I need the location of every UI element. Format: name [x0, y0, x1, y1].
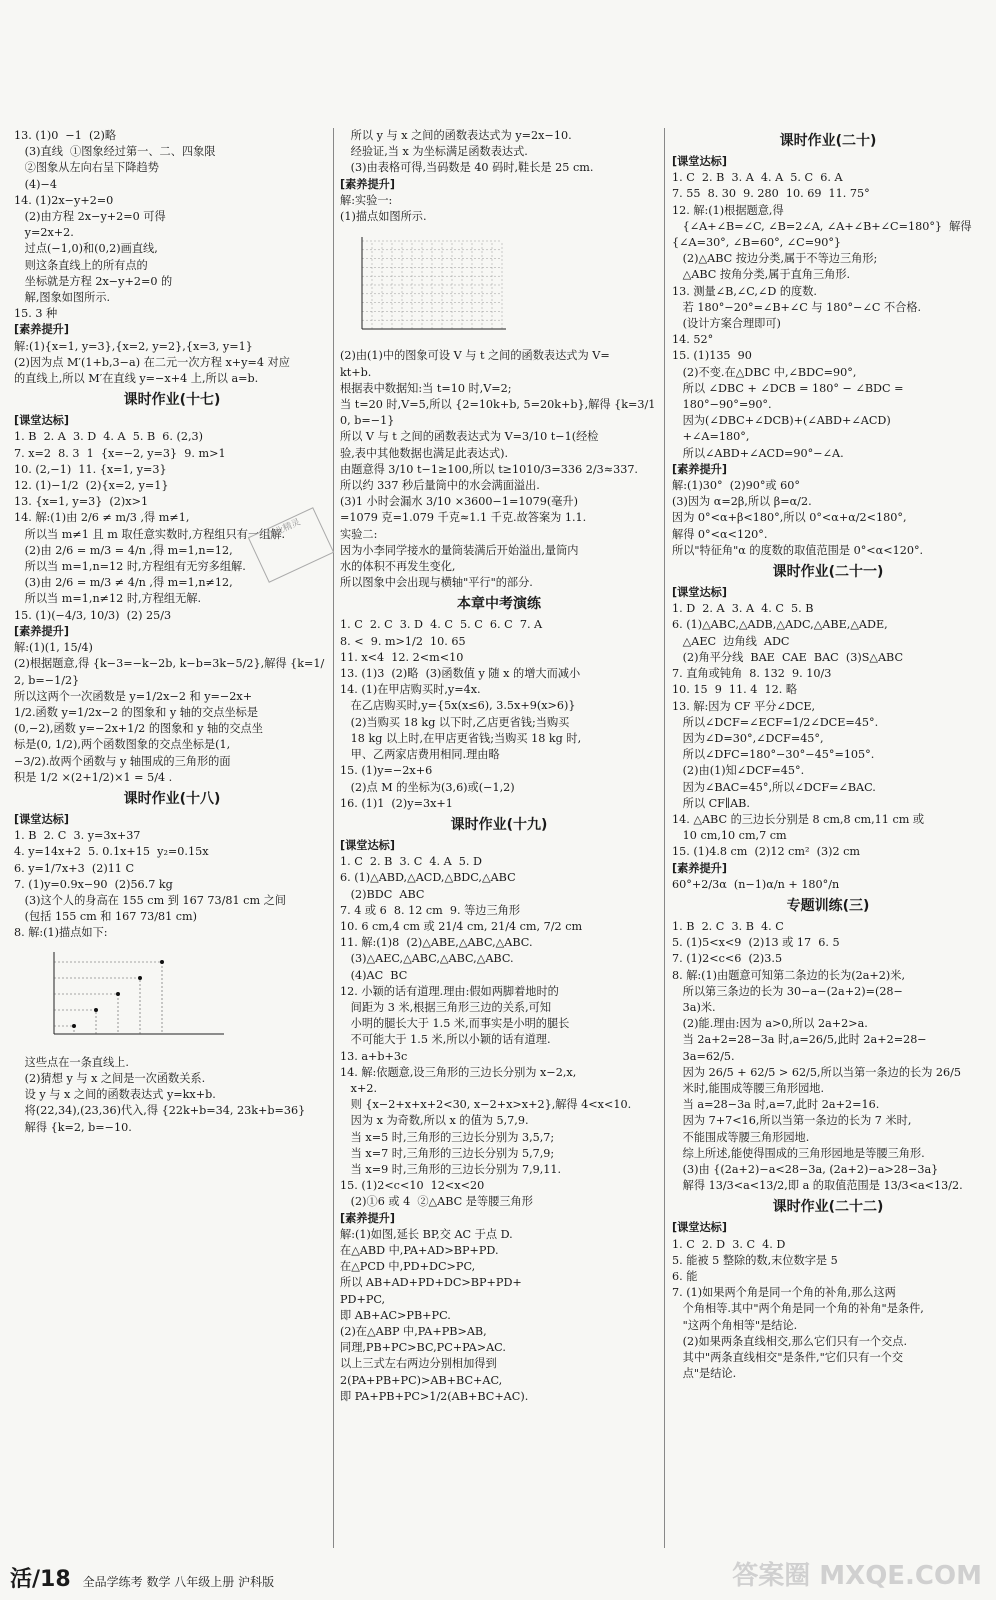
answer-line: 1. D 2. A 3. A 4. C 5. B — [672, 602, 814, 616]
answer-line: "这两个角相等"是结论. — [672, 1318, 798, 1332]
answer-line: 7. 4 或 6 8. 12 cm 9. 等边三角形 — [340, 903, 521, 917]
guide-line — [54, 962, 162, 1034]
answer-line: 13. a+b+3c — [340, 1049, 408, 1063]
answer-line: 的直线上,所以 M′在直线 y=−x+4 上,所以 a=b. — [14, 372, 259, 386]
answer-line: (3)因为 α=2β,所以 β=α/2. — [672, 495, 812, 509]
data-point — [138, 976, 142, 980]
left-column — [14, 128, 330, 1136]
volume-grid-plot — [340, 229, 510, 339]
answer-line: 甲、乙两家店费用相同.理由略 — [340, 748, 500, 762]
answer-line: 设 y 与 x 之间的函数表达式 y=kx+b. — [14, 1088, 216, 1102]
answer-line: 因为 0°<α+β<180°,所以 0°<α+α/2<180°, — [672, 511, 907, 525]
answer-line: (2)BDC ABC — [340, 887, 425, 901]
answer-line: 所以∠DFC=180°−30°−45°=105°. — [672, 748, 875, 762]
answer-line: (2)由 2/6 = m/3 = 4/n ,得 m=1,n=12, — [14, 543, 233, 557]
axis — [54, 952, 224, 1034]
answer-line: 即 PA+PB+PC>1/2(AB+BC+AC). — [340, 1389, 529, 1403]
answer-line: 米时,能围成等腰三角形园地. — [672, 1081, 825, 1095]
answer-line: 所以当 m≠1 且 m 取任意实数时,方程组只有一组解. — [14, 527, 286, 541]
answer-line: △AEC 边角线 ADC — [672, 634, 790, 648]
answer-line: 3a=62/5. — [672, 1049, 735, 1063]
answer-line: 15. (1)(−4/3, 10/3) (2) 25/3 — [14, 608, 172, 622]
answer-line: 7. (1)如果两个角是同一个角的补角,那么这两 — [672, 1286, 896, 1300]
answer-line: 所以 AB+AD+PD+DC>BP+PD+ — [340, 1276, 522, 1290]
answer-line: (3)由 {(2a+2)−a<28−3a, (2a+2)−a>28−3a} — [672, 1162, 939, 1176]
answer-line: {∠A+∠B=∠C, ∠B=2∠A, ∠A+∠B+∠C=180°} 解得 {∠A=30°, ∠B=60°, ∠C=90°} — [672, 219, 976, 250]
answer-line: (3)这个人的身高在 155 cm 到 167 73/81 cm 之间 — [14, 893, 286, 907]
answer-line: 7. 直角或钝角 8. 132 9. 10/3 — [672, 667, 832, 681]
answer-line: (2)由(1)中的图象可设 V 与 t 之间的函数表达式为 V= — [340, 349, 610, 363]
answer-line: −3/2).故两个函数与 y 轴围成的三角形的面 — [14, 754, 231, 768]
answer-line: 当 x=5 时,三角形的三边长分别为 3,5,7; — [340, 1130, 555, 1144]
answer-line: (4)AC BC — [340, 968, 408, 982]
guide-line — [54, 1026, 74, 1034]
answer-line: =1079 克=1.079 千克≈1.1 千克.故答案为 1.1. — [340, 511, 587, 525]
answer-line: 实验二: — [340, 527, 378, 541]
right-column — [672, 128, 984, 1382]
data-point — [116, 992, 120, 996]
answer-line: 所以图象中会出现与横轴"平行"的部分. — [340, 576, 533, 590]
answer-line: 同理,PB+PC>BC,PC+PA>AC. — [340, 1341, 506, 1355]
answer-line: (3)1 小时会漏水 3/10 ×3600−1=1079(毫升) — [340, 495, 578, 509]
answer-line: 验,表中其他数据也满足此表达式). — [340, 446, 509, 460]
answer-line: 当 2a+2=28−3a 时,a=26/5,此时 2a+2=28− — [672, 1033, 927, 1047]
answer-line: 不可能大于 1.5 米,所以小颖的话有道理. — [340, 1033, 551, 1047]
answer-line: 5. (1)5<x<9 (2)13 或 17 6. 5 — [672, 936, 840, 950]
answer-line: x+2. — [340, 1081, 378, 1095]
answer-line: 经验证,当 x 为坐标满足函数表达式. — [340, 145, 528, 159]
answer-line: (2)当购买 18 kg 以下时,乙店更省钱;当购买 — [340, 715, 570, 729]
answer-line: 解:(1){x=1, y=3},{x=2, y=2},{x=3, y=1} — [14, 339, 253, 353]
answer-line: 1. C 2. C 3. D 4. C 5. C 6. C 7. A — [340, 618, 543, 632]
answer-line: 13. {x=1, y=3} (2)x>1 — [14, 495, 149, 509]
answer-line: 8. 解:(1)描点如下: — [14, 926, 108, 940]
answer-line: 因为∠BAC=45°,所以∠DCF=∠BAC. — [672, 780, 876, 794]
answer-line: 6. y=1/7x+3 (2)11 C — [14, 861, 135, 875]
answer-line: 过点(−1,0)和(0,2)画直线, — [14, 242, 158, 256]
answer-line: 1. C 2. B 3. A 4. A 5. C 6. A — [672, 171, 843, 185]
answer-line: (3)由 2/6 = m/3 ≠ 4/n ,得 m=1,n≠12, — [14, 576, 233, 590]
answer-line: 所以当 m=1,n≠12 时,方程组无解. — [14, 592, 202, 606]
subsection-label: [素养提升] — [14, 323, 69, 337]
answer-line: 个角相等.其中"两个角是同一个角的补角"是条件, — [672, 1302, 924, 1316]
subsection-label: [课堂达标] — [14, 414, 69, 428]
section-heading: 课时作业(二十) — [779, 133, 877, 149]
figure — [340, 229, 658, 344]
answer-line: 所以约 337 秒后量筒中的水会满面溢出. — [340, 479, 540, 493]
answer-line: (3)由表格可得,当码数是 40 码时,鞋长是 25 cm. — [340, 161, 594, 175]
answer-line: 13. (1)3 (2)略 (3)函数值 y 随 x 的增大而减小 — [340, 667, 581, 681]
watermark: 答案圈 MXQE.COM — [732, 1561, 982, 1591]
answer-line: 2(PA+PB+PC)>AB+BC+AC, — [340, 1373, 503, 1387]
answer-line: 小明的腿长大于 1.5 米,而事实是小明的腿长 — [340, 1017, 570, 1031]
answer-line: 13. (1)0 −1 (2)略 — [14, 129, 117, 142]
answer-line: 若 180°−20°=∠B+∠C 与 180°−∠C 不合格. — [672, 300, 922, 314]
answer-line: 11. 解:(1)8 (2)△ABE,△ABC,△ABC. — [340, 936, 533, 950]
guide-line — [54, 1010, 96, 1034]
answer-line: 标是(0, 1/2),两个函数图象的交点坐标是(1, — [14, 738, 231, 752]
answer-line: 1. C 2. D 3. C 4. D — [672, 1237, 786, 1251]
figure — [14, 946, 330, 1051]
answer-line: 15. (1)y=−2x+6 — [340, 764, 433, 778]
answer-line: (设计方案合理即可) — [672, 317, 781, 331]
answer-line: (2)△ABC 按边分类,属于不等边三角形; — [672, 252, 878, 266]
answer-line: 即 AB+AC>PB+PC. — [340, 1308, 451, 1322]
answer-line: (2)点 M 的坐标为(3,6)或(−1,2) — [340, 780, 515, 794]
page-footer — [10, 1562, 274, 1590]
answer-line: 解,图象如图所示. — [14, 291, 111, 305]
middle-column — [340, 128, 658, 1405]
answer-line: 将(22,34),(23,36)代入,得 {22k+b=34, 23k+b=36} — [14, 1104, 306, 1118]
answer-line: 所以∠ABD+∠ACD=90°−∠A. — [672, 446, 844, 460]
answer-line: 14. 52° — [672, 333, 714, 347]
subsection-label: [素养提升] — [672, 462, 727, 476]
answer-line: (3)△AEC,△ABC,△ABC,△ABC. — [340, 952, 514, 966]
book-title: 全品学练考 数学 八年级上册 沪科版 — [82, 1575, 275, 1589]
answer-line: 12. 小颖的话有道理.理由:假如两脚着地时的 — [340, 984, 559, 998]
answer-line: 这些点在一条直线上. — [14, 1055, 129, 1069]
answer-line: 因为 x 为奇数,所以 x 的值为 5,7,9. — [340, 1114, 529, 1128]
answer-line: 7. (1)2<c<6 (2)3.5 — [672, 952, 783, 966]
answer-line: PD+PC, — [340, 1292, 386, 1306]
subsection-label: [素养提升] — [14, 624, 69, 638]
guide-line — [54, 994, 118, 1034]
answer-line: (2)因为点 M′(1+b,3−a) 在二元一次方程 x+y=4 对应 — [14, 355, 290, 369]
subsection-label: [课堂达标] — [672, 155, 727, 168]
data-point — [94, 1008, 98, 1012]
answer-line: 13. 测量∠B,∠C,∠D 的度数. — [672, 284, 817, 298]
answer-line: 在△PCD 中,PD+DC>PC, — [340, 1260, 476, 1274]
column-divider — [664, 128, 665, 1548]
answer-line: 间距为 3 米,根据三角形三边的关系,可知 — [340, 1000, 552, 1014]
answer-line: 1/2.函数 y=1/2x−2 的图象和 y 轴的交点坐标是 — [14, 705, 259, 719]
answer-line: 10 cm,10 cm,7 cm — [672, 829, 787, 843]
answer-line: 14. 解:(1)由 2/6 ≠ m/3 ,得 m≠1, — [14, 511, 190, 525]
section-heading: 课时作业(十九) — [450, 816, 548, 833]
answer-line: 所以 y 与 x 之间的函数表达式为 y=2x−10. — [340, 129, 572, 142]
answer-line: 16. (1)1 (2)y=3x+1 — [340, 796, 453, 810]
answer-line: 解得 13/3<a<13/2,即 a 的取值范围是 13/3<a<13/2. — [672, 1179, 963, 1193]
answer-line: 不能围成等腰三角形园地. — [672, 1130, 810, 1144]
answer-line: 则这条直线上的所有点的 — [14, 258, 148, 272]
answer-line: 所以 CF∥AB. — [672, 796, 750, 810]
answer-line: 综上所述,能使得围成的三角形园地是等腰三角形. — [672, 1146, 925, 1160]
answer-line: 水的体积不再发生变化, — [340, 560, 456, 574]
answer-line: 15. (1)135 90 — [672, 349, 752, 363]
answer-line: (2)①6 或 4 ②△ABC 是等腰三角形 — [340, 1195, 533, 1209]
answer-line: 1. B 2. C 3. y=3x+37 — [14, 829, 141, 843]
answer-line: 14. 解:依题意,设三角形的三边长分别为 x−2,x, — [340, 1065, 577, 1079]
answer-line: 8. 解:(1)由题意可知第二条边的长为(2a+2)米, — [672, 968, 906, 982]
answer-line: 7. (1)y=0.9x−90 (2)56.7 kg — [14, 877, 173, 891]
section-heading: 课时作业(二十二) — [772, 1199, 884, 1216]
answer-line: 解:(1)如图,延长 BP,交 AC 于点 D. — [340, 1227, 513, 1241]
guide-line — [54, 978, 140, 1034]
answer-line: 因为(∠DBC+∠DCB)+(∠ABD+∠ACD) — [672, 414, 891, 428]
answer-line: 当 x=7 时,三角形的三边长分别为 5,7,9; — [340, 1146, 555, 1160]
answer-line: 10. 6 cm,4 cm 或 21/4 cm, 21/4 cm, 7/2 cm — [340, 919, 583, 933]
section-heading: 专题训练(三) — [786, 897, 870, 914]
subsection-label: [素养提升] — [672, 861, 727, 875]
answer-line: 解得 {k=2, b=−10. — [14, 1120, 132, 1134]
answer-line: 以上三式左右两边分别相加得到 — [340, 1357, 497, 1371]
answer-line: 6. 能 — [672, 1270, 698, 1283]
answer-line: 所以当 m=1,n=12 时,方程组有无穷多组解. — [14, 560, 246, 574]
answer-line: 15. (1)2<c<10 12<x<20 — [340, 1179, 485, 1193]
answer-line: 13. 解:因为 CF 平分∠DCE, — [672, 699, 816, 713]
answer-line: 10. 15 9 11. 4 12. 略 — [672, 683, 798, 697]
data-point — [160, 960, 164, 964]
answer-line: (0,−2),函数 y=−2x+1/2 的图象和 y 轴的交点坐 — [14, 722, 263, 736]
answer-line: 180°−90°=90°. — [672, 398, 772, 412]
answer-line: 1. C 2. B 3. C 4. A 5. D — [340, 855, 482, 869]
answer-line: 因为小李同学接水的量筒装满后开始溢出,量筒内 — [340, 543, 579, 557]
column-divider — [333, 128, 334, 1548]
answer-line: 因为 7+7<16,所以当第一条边的长为 7 米时, — [672, 1114, 912, 1128]
answer-line: 4. y=14x+2 5. 0.1x+15 y₂=0.15x — [14, 845, 209, 859]
answer-line: 当 a=28−3a 时,a=7,此时 2a+2=16. — [672, 1098, 880, 1112]
answer-line: 12. 解:(1)根据题意,得 — [672, 203, 784, 217]
answer-line: (2)如果两条直线相交,那么它们只有一个交点. — [672, 1334, 908, 1348]
answer-line: 在乙店购买时,y={5x(x≤6), 3.5x+9(x>6)} — [340, 699, 576, 713]
answer-line: 由题意得 3/10 t−1≥100,所以 t≥1010/3=336 2/3≈337. — [340, 462, 638, 476]
answer-line: 当 t=20 时,V=5,所以 {2=10k+b, 5=20k+b},解得 {k=3/10, b=−1} — [340, 398, 656, 428]
answer-line: △ABC 按角分类,属于直角三角形. — [672, 268, 851, 282]
answer-line: 积是 1/2 ×(2+1/2)×1 = 5/4 . — [14, 770, 173, 784]
answer-line: 10. (2,−1) 11. {x=1, y=3} — [14, 462, 167, 476]
answer-line: 解:实验一: — [340, 193, 393, 207]
subsection-label: [课堂达标] — [340, 838, 395, 852]
answer-line: 12. (1)−1/2 (2){x=2, y=1} — [14, 479, 169, 493]
subsection-label: [课堂达标] — [672, 1221, 727, 1235]
answer-line: 15. 3 种 — [14, 307, 58, 321]
answer-line: 5. 能被 5 整除的数,末位数字是 5 — [672, 1253, 838, 1267]
answer-line: 所以∠DCF=∠ECF=1/2∠DCE=45°. — [672, 715, 879, 729]
axis — [362, 237, 506, 329]
answer-line: 当 x=9 时,三角形的三边长分别为 7,9,11. — [340, 1162, 562, 1176]
answer-line: (2)由方程 2x−y+2=0 可得 — [14, 210, 166, 224]
answer-line: 根据表中数据知:当 t=10 时,V=2; — [340, 381, 512, 395]
answer-line: 所以 ∠DBC + ∠DCB = 180° − ∠BDC = — [672, 381, 904, 395]
answer-line: 则 {x−2+x+x+2<30, x−2+x>x+2},解得 4<x<10. — [340, 1098, 632, 1112]
answer-line: 1. B 2. A 3. D 4. A 5. B 6. (2,3) — [14, 430, 204, 444]
answer-line: 18 kg 以上时,在甲店更省钱;当购买 18 kg 时, — [340, 731, 582, 745]
answer-line: y=2x+2. — [14, 226, 74, 240]
answer-line: 坐标就是方程 2x−y+2=0 的 — [14, 274, 173, 288]
answer-line: 8. < 9. m>1/2 10. 65 — [340, 634, 466, 648]
answer-line: (2)角平分线 BAE CAE BAC (3)S△ABC — [672, 650, 904, 664]
answer-line: (4)−4 — [14, 177, 58, 191]
subsection-label: [课堂达标] — [14, 812, 69, 826]
subsection-label: [素养提升] — [340, 1211, 395, 1225]
answer-line: 其中"两条直线相交"是条件,"它们只有一个交 — [672, 1351, 904, 1365]
answer-line: 所以"特征角"α 的度数的取值范围是 0°<α<120°. — [672, 543, 924, 557]
answer-line: 解:(1)30° (2)90°或 60° — [672, 479, 800, 493]
section-heading: 课时作业(十七) — [123, 392, 221, 409]
answer-line: (2)在△ABP 中,PA+PB>AB, — [340, 1325, 487, 1338]
answer-line: 所以这两个一次函数是 y=1/2x−2 和 y=−2x+ — [14, 689, 253, 703]
answer-line: 6. (1)△ABD,△ACD,△BDC,△ABC — [340, 871, 516, 885]
answer-line: (2)根据题意,得 {k−3=−k−2b, k−b=3k−5/2},解得 {k=1/2, b=−1/2} — [14, 657, 325, 687]
answer-line: 点"是结论. — [672, 1367, 737, 1381]
answer-line: 所以第三条边的长为 30−a−(2a+2)=(28− — [672, 984, 903, 998]
answer-line: 7. 55 8. 30 9. 280 10. 69 11. 75° — [672, 187, 870, 201]
section-heading: 课时作业(二十一) — [772, 564, 884, 581]
answer-line: (3)直线 ①图象经过第一、二、四象限 — [14, 145, 216, 159]
answer-line: 在△ABD 中,PA+AD>BP+PD. — [340, 1243, 499, 1257]
stamp: 作业精灵 — [248, 507, 334, 583]
shoe-size-plot — [14, 946, 234, 1046]
answer-line: (2)不变.在△DBC 中,∠BDC=90°, — [672, 365, 857, 379]
answer-line: 3a)米. — [672, 1000, 716, 1014]
section-heading: 课时作业(十八) — [123, 790, 221, 807]
answer-line: 7. x=2 8. 3 1 {x=−2, y=3} 9. m>1 — [14, 446, 226, 460]
answer-line: +∠A=180°, — [672, 430, 750, 444]
answer-line: 6. (1)△ABC,△ADB,△ADC,△ABE,△ADE, — [672, 618, 888, 632]
answer-line: 14. (1)在甲店购买时,y=4x. — [340, 683, 481, 697]
answer-line: 11. x<4 12. 2<m<10 — [340, 650, 464, 664]
data-point — [72, 1024, 76, 1028]
answer-line: 所以 V 与 t 之间的函数表达式为 V=3/10 t−1(经检 — [340, 430, 599, 444]
answer-line: (2)能.理由:因为 a>0,所以 2a+2>a. — [672, 1017, 868, 1031]
answer-line: (1)描点如图所示. — [340, 210, 427, 224]
answer-line: 解:(1)(1, 15/4) — [14, 641, 93, 655]
subsection-label: [素养提升] — [340, 177, 395, 191]
answer-line: 15. (1)4.8 cm (2)12 cm² (3)2 cm — [672, 845, 861, 859]
answer-line: (包括 155 cm 和 167 73/81 cm) — [14, 910, 197, 924]
section-heading: 本章中考演练 — [457, 596, 541, 613]
answer-line: 因为∠D=30°,∠DCF=45°, — [672, 731, 824, 745]
answer-line: 60°+2/3α (n−1)α/n + 180°/n — [672, 877, 840, 891]
answer-line: ②图象从左向右呈下降趋势 — [14, 161, 159, 175]
answer-line: (2)由(1)知∠DCF=45°. — [672, 764, 805, 778]
answer-line: 解得 0°<α<120°. — [672, 527, 768, 541]
answer-line: (2)猜想 y 与 x 之间是一次函数关系. — [14, 1071, 206, 1085]
answer-line: 14. (1)2x−y+2=0 — [14, 193, 114, 207]
answer-line: 1. B 2. C 3. B 4. C — [672, 919, 784, 933]
answer-line: 14. △ABC 的三边长分别是 8 cm,8 cm,11 cm 或 — [672, 812, 925, 826]
page-number: 活/18 — [10, 1567, 71, 1592]
answer-line: kt+b. — [340, 365, 372, 379]
subsection-label: [课堂达标] — [672, 586, 727, 600]
answer-line: 因为 26/5 + 62/5 > 62/5,所以当第一条边的长为 26/5 — [672, 1065, 962, 1079]
